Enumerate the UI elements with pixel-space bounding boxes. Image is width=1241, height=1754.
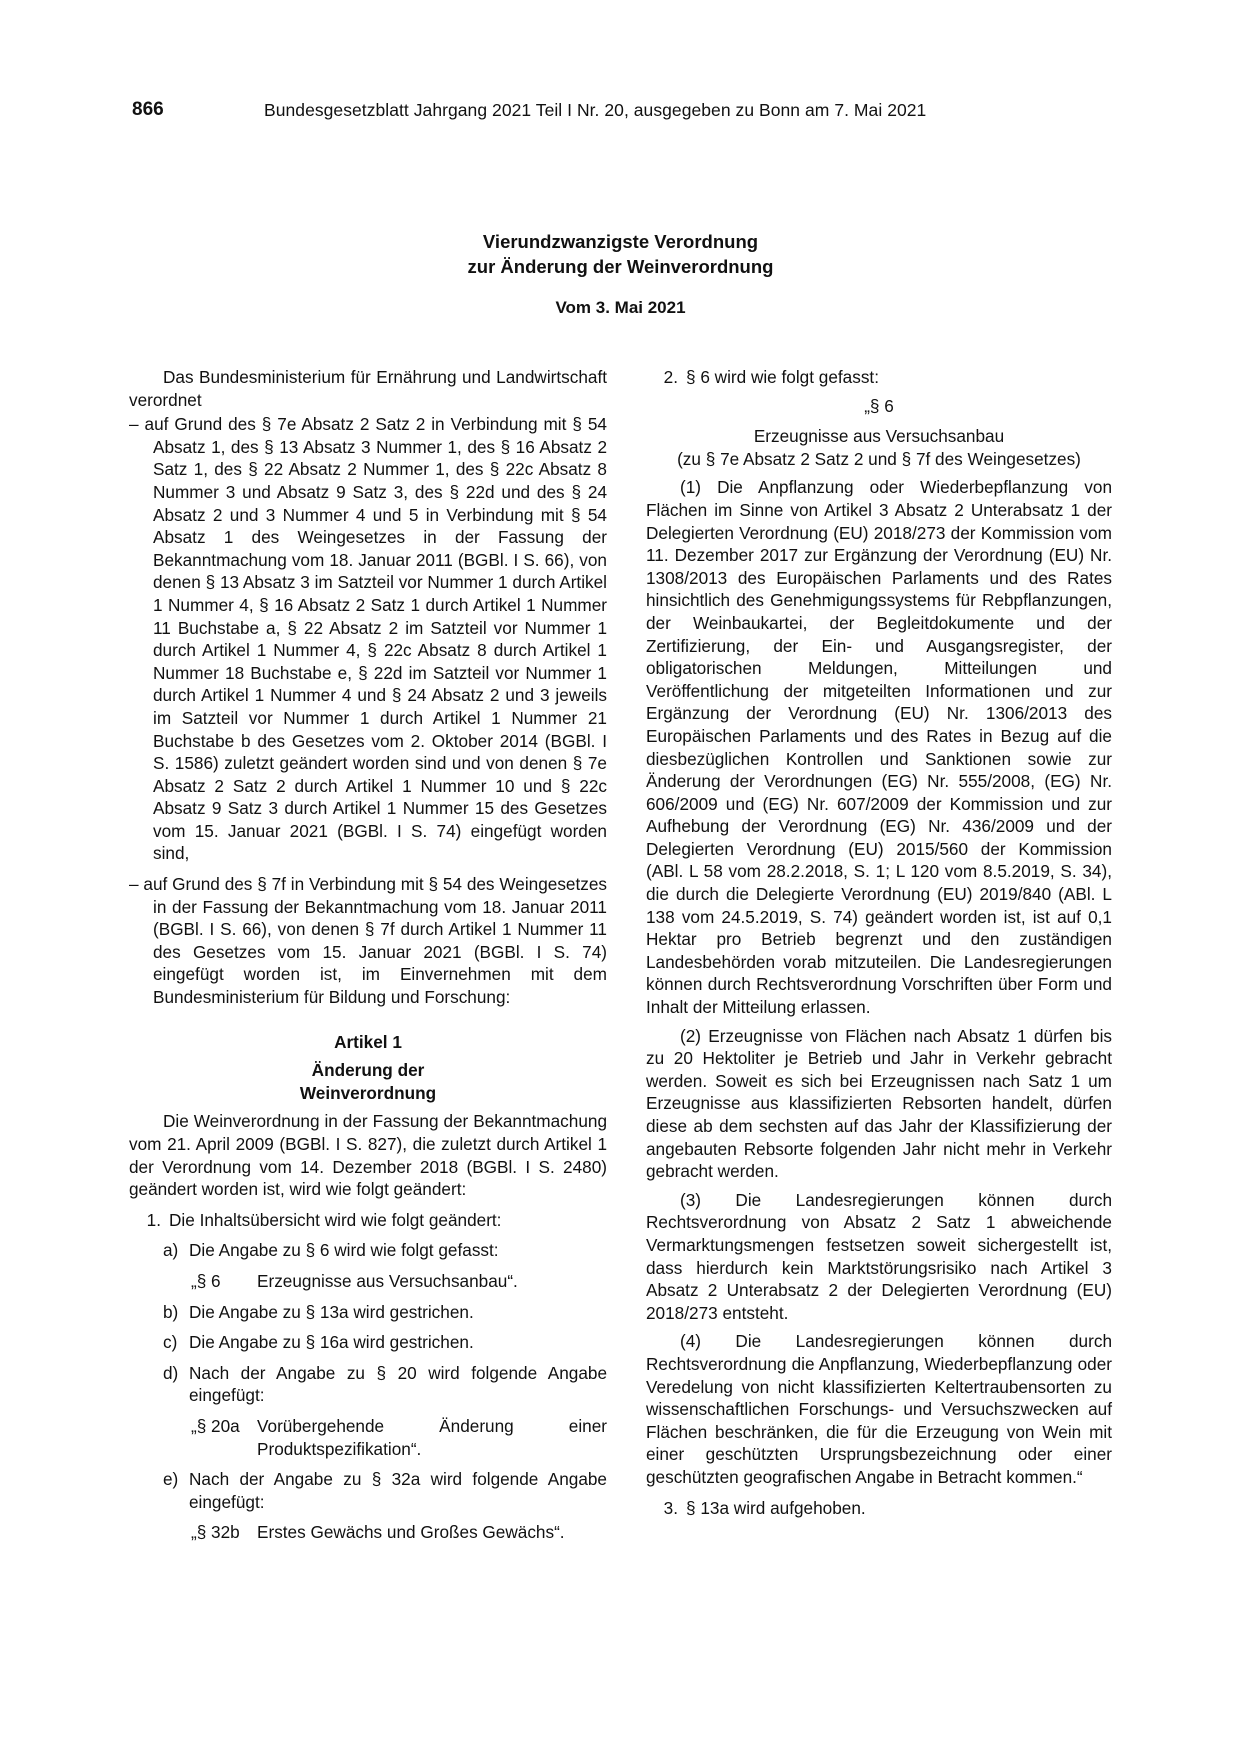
- legal-basis-item-1: – auf Grund des § 7e Absatz 2 Satz 2 in Verbindung mit § 54 Absatz 1, des § 13 Absatz 3 Nummer 1, des § 16 Absatz 2 Satz 1, des § 22 Absatz 2 Nummer 1, des § 22c Absatz 8 Nummer 3 und Absatz 9 Satz 3, des § 22d und des § 24 Absatz 2 und 3 Nummer 4 und 5 in Verbindung mit § 54 Absatz 1 des Weingesetzes in der Fassung der Bekanntmachung vom 18. Januar 2011 (BGBl. I S. 66), von denen § 13 Absatz 3 im Satzteil vor Nummer 1 durch Artikel 1 Nummer 4, § 16 Absatz 2 Satz 1 durch Artikel 1 Nummer 11 Buchstabe a, § 22 Absatz 2 im Satzteil vor Nummer 1 durch Artikel 1 Nummer 4, § 22c Absatz 8 durch Artikel 1 Nummer 18 Buchstabe e, § 22d im Satzteil vor Nummer 1 durch Artikel 1 Nummer 4 und § 24 Absatz 2 und 3 jeweils im Satzteil vor Nummer 1 durch Artikel 1 Nummer 21 Buchstabe b des Gesetzes vom 2. Oktober 2014 (BGBl. I S. 1586) zuletzt geändert worden sind und von denen § 7e Absatz 2 Satz 2 durch Artikel 1 Nummer 10 und § 22c Absatz 9 Satz 3 durch Artikel 1 Nummer 15 des Gesetzes vom 15. Januar 2021 (BGBl. I S. 74) eingefügt worden sind,: [129, 414, 607, 864]
- section-paragraph-3: (3) Die Landesregierungen können durch Rechtsverordnung von Absatz 2 Satz 1 abweichende Vermarktungsmengen festsetzen soweit sichergestellt ist, dass hierdurch kein Marktstörungsrisiko nach Artikel 3 Absatz 2 Unterabsatz 2 der Delegierten Verordnung (EU) 2018/273 entsteht.: [646, 1189, 1112, 1323]
- intro-paragraph: Das Bundesministerium für Ernährung und Landwirtschaft verordnet: [129, 367, 607, 410]
- sub-item-label: b): [163, 1301, 179, 1322]
- page-number: 866: [132, 99, 164, 120]
- toc-entry-section: „§ 6: [191, 1270, 221, 1291]
- sub-item-label: a): [163, 1240, 179, 1261]
- toc-entry-section: „§ 32b: [191, 1522, 240, 1543]
- list-item-text: Die Inhaltsübersicht wird wie folgt geändert:: [169, 1209, 502, 1230]
- sub-item-label: c): [163, 1332, 178, 1353]
- sub-item-b: [129, 1301, 607, 1324]
- section-title: Erzeugnisse aus Versuchsanbau: [753, 426, 1005, 447]
- toc-entry-section: „§ 20a: [191, 1415, 240, 1436]
- sub-item-c: [129, 1331, 607, 1354]
- list-item-3: [646, 1497, 1112, 1520]
- section-paragraph-1: (1) Die Anpflanzung oder Wiederbepflanzung von Flächen im Sinne von Artikel 3 Absatz 2 Unterabsatz 1 der Delegierten Verordnung (EU) 2018/273 der Kommission vom 11. Dezember 2017 zur Ergänzung der Verordnung (EU) Nr. 1308/2013 des Europäischen Parlaments und des Rates hinsichtlich des Genehmigungssystems für Rebpflanzungen, der Weinbaukartei, der Begleitdokumente und der Zertifizierung, der Ein- und Ausgangsregister, der obligatorischen Meldungen, Mitteilungen und Veröffentlichung der mitgeteilten Informationen und zur Ergänzung der Verordnung (EU) Nr. 1306/2013 des Europäischen Parlaments und des Rates in Bezug auf die diesbezüglichen Kontrollen und Sanktionen sowie zur Änderung der Verordnungen (EG) Nr. 555/2008, (EG) Nr. 606/2009 und (EG) Nr. 607/2009 der Kommission und zur Aufhebung der Verordnung (EG) Nr. 436/2009 und der Delegierten Verordnung (EU) 2015/560 der Kommission (ABl. L 58 vom 28.2.2018, S. 1; L 120 vom 8.5.2019, S. 34), die durch die Delegierte Verordnung (EU) 2019/840 (ABl. L 138 vom 24.5.2019, S. 74) geändert worden ist, ist auf 0,1 Hektar pro Betrieb begrenzt und den zuständigen Landesbehörden vorab mitzuteilen. Die Landesregierungen können durch Rechtsverordnung Vorschriften über Form und Inhalt der Mitteilung erlassen.: [646, 477, 1112, 1018]
- toc-entry-32b: [129, 1521, 607, 1544]
- sub-item-d: [129, 1362, 607, 1407]
- page-header: [132, 99, 1105, 127]
- list-item-number: 1.: [146, 1209, 161, 1230]
- article-title-line-2: Weinverordnung: [299, 1082, 437, 1103]
- section-reference: (zu § 7e Absatz 2 Satz 2 und § 7f des Weingesetzes): [677, 448, 1081, 469]
- list-item-number: 2.: [663, 367, 678, 387]
- toc-entry-6: [129, 1270, 607, 1293]
- sub-item-text: Die Angabe zu § 6 wird wie folgt gefasst:: [189, 1240, 499, 1261]
- toc-entry-text: Erstes Gewächs und Großes Gewächs“.: [257, 1522, 565, 1543]
- sub-item-label: d): [163, 1362, 179, 1383]
- sub-item-text: Nach der Angabe zu § 32a wird folgende Angabe eingefügt:: [189, 1469, 607, 1512]
- left-column: [129, 366, 607, 1544]
- document-date: Vom 3. Mai 2021: [555, 298, 686, 317]
- list-item-1: [129, 1209, 607, 1232]
- section-paragraph-4: (4) Die Landesregierungen können durch Rechtsverordnung die Anpflanzung, Wiederbepflanzung oder Veredelung von nicht klassifizierten Keltertraubensorten zu wissenschaftlichen Forschungs- und Versuchszwecken auf Flächen beschränken, die für die Erzeugung von Wein mit einer geschützten Ursprungsbezeichnung oder einer geschützten geografischen Angabe in Betracht kommen.“: [646, 1331, 1112, 1487]
- toc-entry-text: Erzeugnisse aus Versuchsanbau“.: [257, 1270, 518, 1291]
- list-item-number: 3.: [663, 1497, 678, 1518]
- list-item-text: § 13a wird aufgehoben.: [686, 1497, 866, 1518]
- sub-item-label: e): [163, 1469, 179, 1490]
- sub-item-text: Die Angabe zu § 16a wird gestrichen.: [189, 1332, 474, 1353]
- toc-entry-20a: [129, 1415, 607, 1460]
- sub-item-a: [129, 1239, 607, 1262]
- section-paragraph-2: (2) Erzeugnisse von Flächen nach Absatz 1 dürfen bis zu 20 Hektoliter je Betrieb und Jahr in Verkehr gebracht werden. Soweit es sich bei Erzeugnissen nach Satz 1 um Erzeugnisse aus klassifizierten Rebsorten handelt, dürfen diese ab dem sechsten auf das Jahr der Klassifizierung der angebauten Rebsorte folgenden Jahr nicht mehr in Verkehr gebracht werden.: [646, 1025, 1112, 1182]
- legal-basis-item-2: – auf Grund des § 7f in Verbindung mit § 54 des Weingesetzes in der Fassung der Bekanntmachung vom 18. Januar 2011 (BGBl. I S. 66), von denen § 7f durch Artikel 1 Nummer 11 des Gesetzes vom 15. Januar 2021 (BGBl. I S. 74) eingefügt worden ist, im Einvernehmen mit dem Bundesministerium für Bildung und Forschung:: [129, 874, 607, 1008]
- document-title-line-1: Vierundzwanzigste Verordnung: [482, 231, 759, 252]
- running-head: Bundesgesetzblatt Jahrgang 2021 Teil I Nr. 20, ausgegeben zu Bonn am 7. Mai 2021: [264, 100, 927, 120]
- sub-item-e: [129, 1468, 607, 1513]
- title-block: [0, 229, 1241, 317]
- toc-entry-text: Vorübergehende Änderung einer Produktspezifikation“.: [257, 1415, 607, 1459]
- section-heading: „§ 6: [864, 395, 894, 416]
- right-column: [646, 366, 1112, 1519]
- list-item-2: [646, 366, 1112, 389]
- article-intro: Die Weinverordnung in der Fassung der Bekanntmachung vom 21. April 2009 (BGBl. I S. 827), die zuletzt durch Artikel 1 der Verordnung vom 14. Dezember 2018 (BGBl. I S. 2480) geändert worden ist, wird wie folgt geändert:: [129, 1111, 607, 1200]
- sub-item-text: Nach der Angabe zu § 20 wird folgende Angabe eingefügt:: [189, 1362, 607, 1406]
- document-title-line-2: zur Änderung der Weinverordnung: [467, 256, 774, 277]
- list-item-text: § 6 wird wie folgt gefasst:: [686, 367, 879, 387]
- sub-item-text: Die Angabe zu § 13a wird gestrichen.: [189, 1301, 474, 1322]
- article-label: Artikel 1: [334, 1031, 402, 1052]
- article-title-line-1: Änderung der: [311, 1060, 425, 1081]
